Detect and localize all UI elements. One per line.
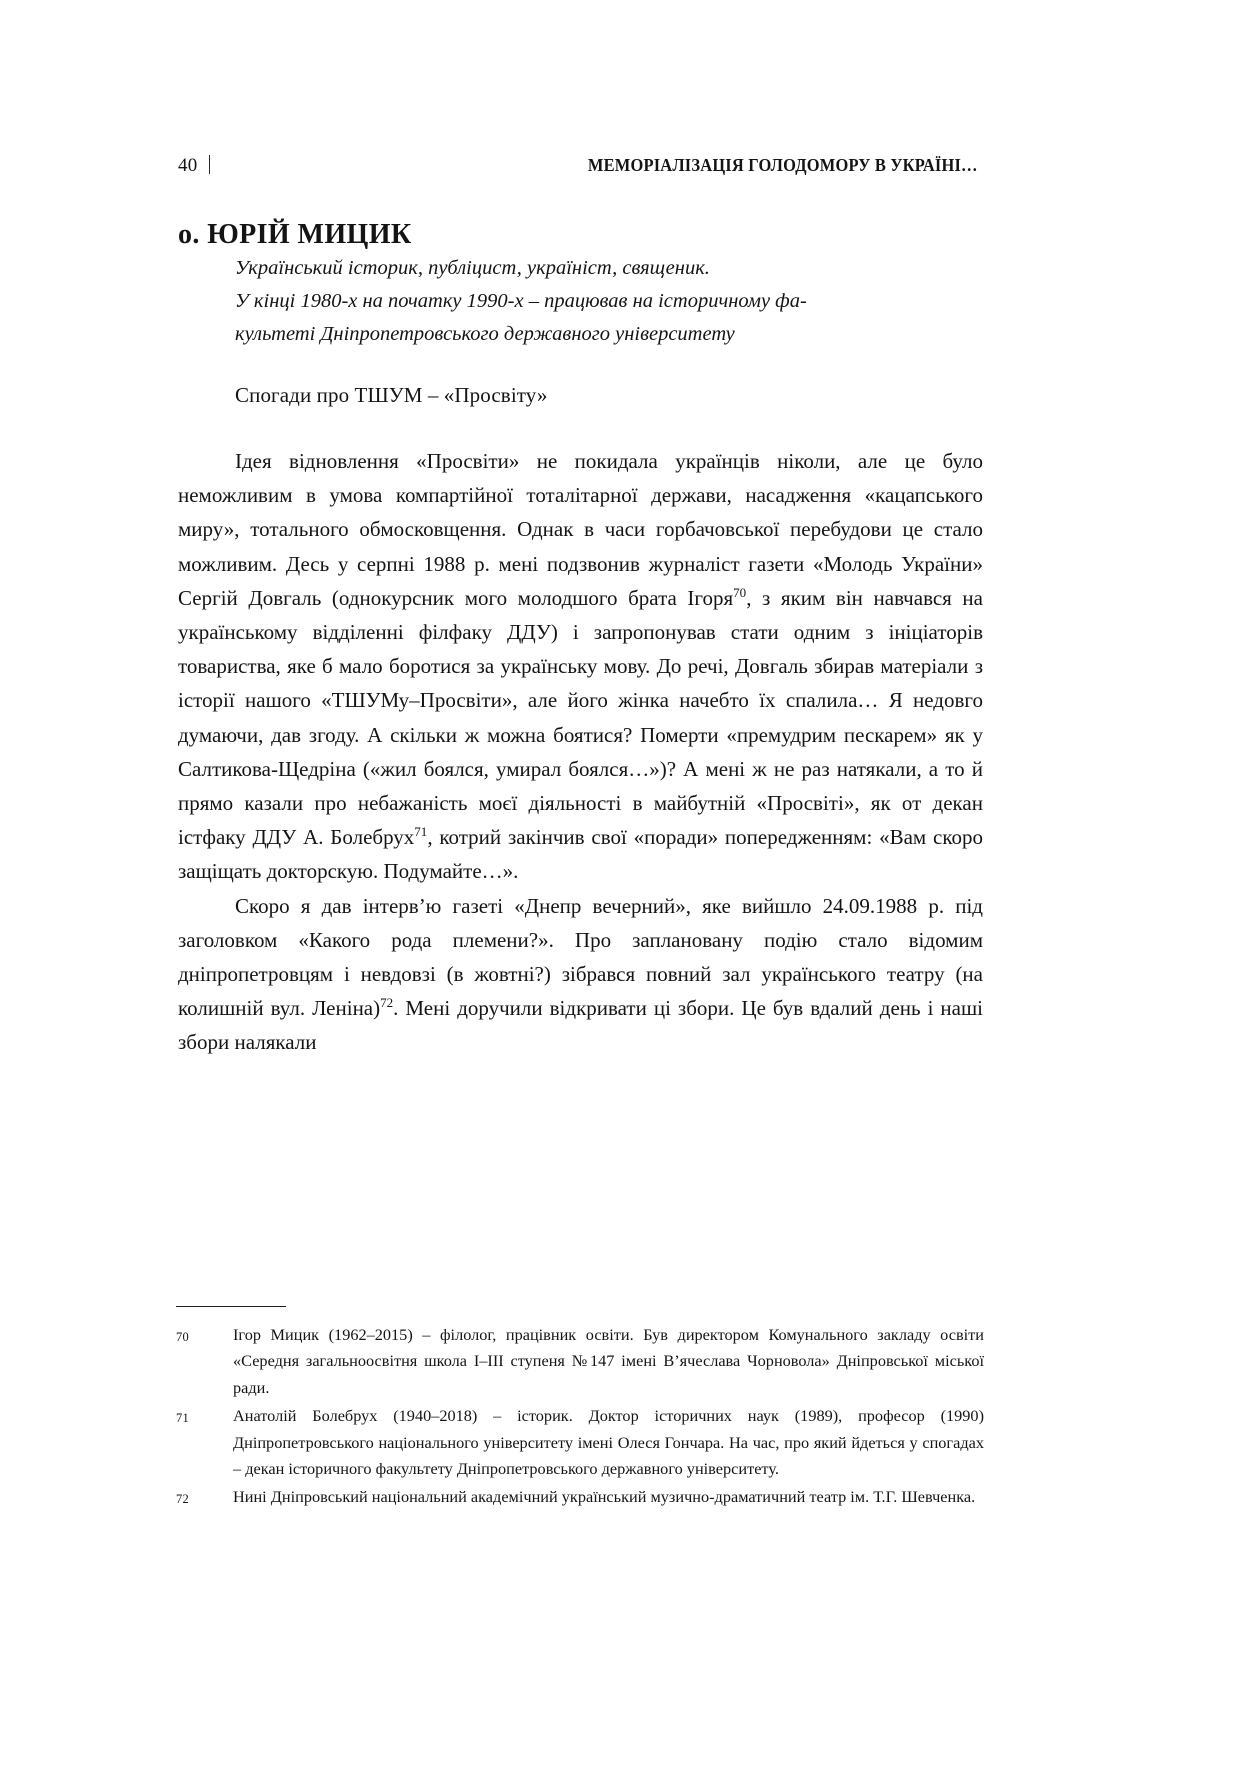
footnote-item (176, 1403, 984, 1482)
body-text (178, 444, 983, 1060)
running-title: МЕМОРІАЛІЗАЦІЯ ГОЛОДОМОРУ В УКРАЇНІ… (588, 155, 978, 175)
folio-divider (209, 155, 210, 174)
author-heading: о. ЮРІЙ МИЦИК (178, 218, 412, 250)
paragraph-2-part-b: . Мені доручили відкривати ці збори. Це був вдалий день і наші збори налякали (178, 996, 983, 1055)
footnote-ref-70[interactable]: 70 (733, 584, 747, 600)
running-head (178, 152, 978, 178)
footnote-text: Ігор Мицик (1962–2015) – філолог, працівник освіти. Був директором Комунального закладу освіти «Середня загальноосвітня школа І–ІІІ ступеня №147 імені В’ячеслава Чорновола» Дніпровської міської ради. (233, 1325, 984, 1397)
footnote-ref-71[interactable]: 71 (414, 824, 428, 840)
footnote-separator (176, 1306, 286, 1307)
author-bio (235, 252, 935, 351)
section-subtitle: Спогади про ТШУМ – «Просвіту» (235, 383, 548, 407)
paragraph-2 (178, 889, 983, 1060)
footnote-text: Нині Дніпровський національний академічний український музично-драматичний театр ім. Т.Г. Шевченка. (233, 1487, 976, 1507)
page-number: 40 (178, 155, 198, 176)
paragraph-1-part-b: , з яким він навчався на українському відділенні філфаку ДДУ) і запропонував стати одним з ініціаторів товариства, яке б мало боротися за українську мову. До речі, Довгаль збирав матеріали з історії нашого «ТШУМу–Просвіти», але його жінка начебто їх спалила… Я недовго думаючи, дав згоду. А скільки ж можна боятися? Померти «премудрим пескарем» як у Салтикова-Щедріна («жил боялся, умирал боялся…»)? А мені ж не раз натякали, а то й прямо казали про небажаність моєї діяльності в майбутній «Просвіті», як от декан істфаку ДДУ А. Болебрух (178, 585, 983, 850)
footnote-item (176, 1484, 984, 1512)
footnote-number: 70 (176, 1330, 189, 1344)
paragraph-1 (178, 444, 983, 889)
footnote-item (176, 1322, 984, 1401)
footnotes-block (176, 1322, 984, 1515)
paragraph-1-part-a: Ідея відновлення «Просвіти» не покидала українців ніколи, але це було неможливим в умова компартійної тоталітарної держави, насадження «кацапського миру», тотального обмосковщення. Однак в часи горбачовської перебудови це стало можливим. Десь у серпні 1988 р. мені подзвонив журналіст газети «Молодь України» Сергій Довгаль (однокурсник мого молодшого брата Ігоря (178, 449, 983, 610)
bio-line-2: У кінці 1980-х на початку 1990-х – працював на історичному фа- (235, 290, 807, 312)
footnote-ref-72[interactable]: 72 (380, 995, 394, 1011)
bio-line-3: культеті Дніпропетровського державного університету (235, 323, 735, 345)
footnote-text: Анатолій Болебрух (1940–2018) – історик. Доктор історичних наук (1989), професор (1990) Дніпропетровського національного університету імені Олеся Гончара. На час, про який йдеться у спогадах – декан історичного факультету Дніпропетровського державного університету. (233, 1406, 984, 1479)
bio-line-1: Український історик, публіцист, україніст, священик. (235, 257, 710, 279)
footnote-number: 71 (176, 1411, 189, 1426)
paragraph-1-part-c: , котрий закінчив свої «поради» попередженням: «Вам скоро защіщать докторскую. Подумайте…». (178, 825, 983, 884)
paragraph-2-part-a: Скоро я дав інтерв’ю газеті «Днепр вечерний», яке вийшло 24.09.1988 р. під заголовком «Какого рода племени?». Про заплановану подію стало відомим дніпропетровцям і невдовзі (в жовтні?) зібрався повний зал українського театру (на колишній вул. Леніна) (178, 893, 983, 1021)
footnote-number: 72 (176, 1492, 189, 1507)
